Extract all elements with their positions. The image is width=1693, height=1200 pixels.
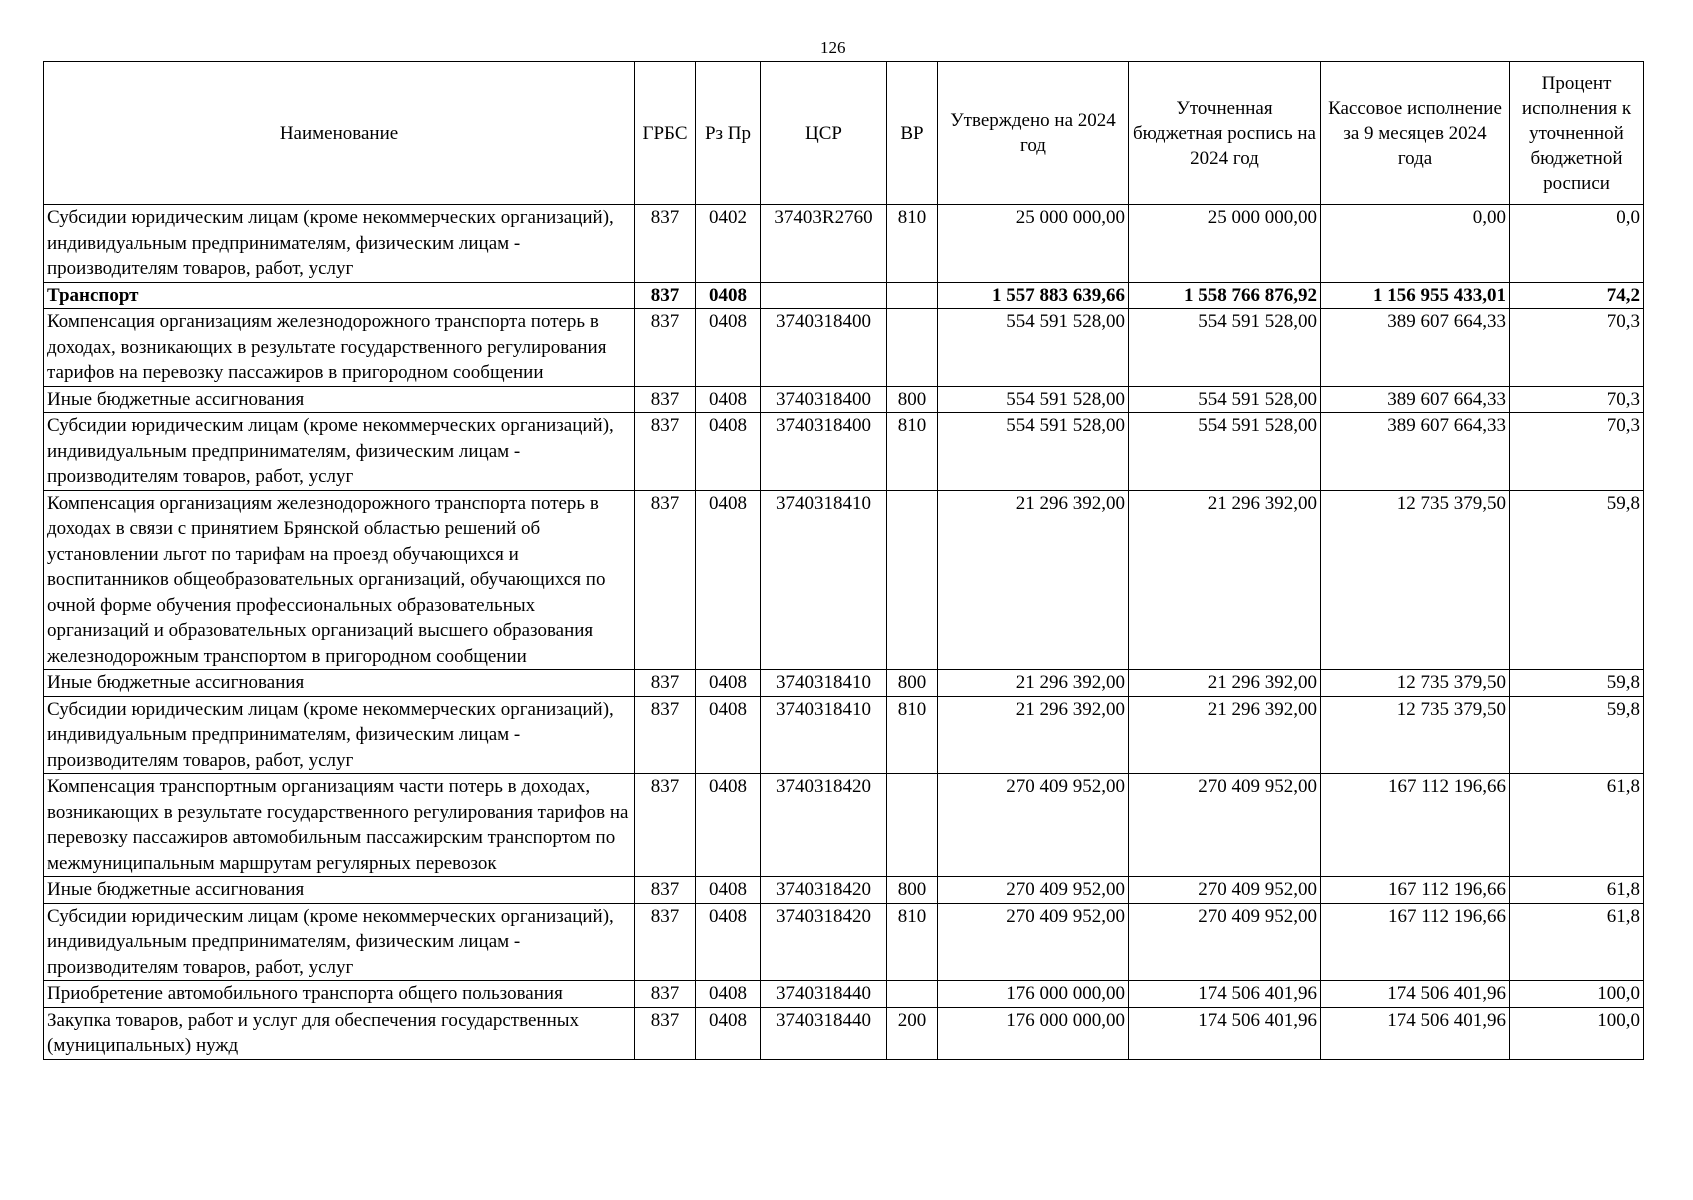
row-refined: 21 296 392,00: [1129, 490, 1321, 670]
row-refined: 21 296 392,00: [1129, 670, 1321, 697]
row-rzpr: 0408: [696, 670, 761, 697]
row-vr: [887, 309, 938, 387]
row-name: Иные бюджетные ассигнования: [44, 670, 635, 697]
row-name: Субсидии юридическим лицам (кроме некоммерческих организаций), индивидуальным предпринимателям, физическим лицам - производителям товаров, работ, услуг: [44, 696, 635, 774]
row-rzpr: 0408: [696, 877, 761, 904]
table-row: [44, 903, 1644, 981]
row-vr: [887, 774, 938, 877]
table-row-section: [44, 282, 1644, 309]
row-percent: 0,0: [1510, 205, 1644, 283]
row-rzpr: 0408: [696, 903, 761, 981]
row-percent: 61,8: [1510, 903, 1644, 981]
row-name: Субсидии юридическим лицам (кроме некоммерческих организаций), индивидуальным предпринимателям, физическим лицам - производителям товаров, работ, услуг: [44, 413, 635, 491]
row-approved: 21 296 392,00: [938, 490, 1129, 670]
row-approved: 1 557 883 639,66: [938, 282, 1129, 309]
row-name: Субсидии юридическим лицам (кроме некоммерческих организаций), индивидуальным предпринимателям, физическим лицам - производителям товаров, работ, услуг: [44, 205, 635, 283]
row-approved: 21 296 392,00: [938, 670, 1129, 697]
row-name: Компенсация транспортным организациям части потерь в доходах, возникающих в результате государственного регулирования тарифов на перевозку пассажиров автомобильным пассажирским транспортом по межмуниципальным маршрутам регулярных перевозок: [44, 774, 635, 877]
row-refined: 174 506 401,96: [1129, 981, 1321, 1008]
row-grbs: 837: [635, 386, 696, 413]
row-vr: 800: [887, 386, 938, 413]
row-name: Субсидии юридическим лицам (кроме некоммерческих организаций), индивидуальным предпринимателям, физическим лицам - производителям товаров, работ, услуг: [44, 903, 635, 981]
row-csr: 3740318410: [761, 670, 887, 697]
row-cash: 12 735 379,50: [1321, 696, 1510, 774]
row-vr: 810: [887, 903, 938, 981]
header-refined: Уточненная бюджетная роспись на 2024 год: [1129, 62, 1321, 205]
row-csr: 3740318420: [761, 903, 887, 981]
row-approved: 270 409 952,00: [938, 877, 1129, 904]
row-percent: 59,8: [1510, 490, 1644, 670]
row-percent: 59,8: [1510, 670, 1644, 697]
row-name: Иные бюджетные ассигнования: [44, 877, 635, 904]
row-grbs: 837: [635, 282, 696, 309]
row-csr: [761, 282, 887, 309]
table-header: [44, 62, 1644, 205]
row-approved: 554 591 528,00: [938, 309, 1129, 387]
table-row: [44, 413, 1644, 491]
header-grbs: ГРБС: [635, 62, 696, 205]
row-csr: 3740318440: [761, 1007, 887, 1059]
row-csr: 37403R2760: [761, 205, 887, 283]
table-row: [44, 774, 1644, 877]
row-percent: 100,0: [1510, 981, 1644, 1008]
row-approved: 25 000 000,00: [938, 205, 1129, 283]
row-vr: [887, 282, 938, 309]
row-rzpr: 0402: [696, 205, 761, 283]
row-approved: 21 296 392,00: [938, 696, 1129, 774]
row-grbs: 837: [635, 413, 696, 491]
row-rzpr: 0408: [696, 774, 761, 877]
row-grbs: 837: [635, 490, 696, 670]
row-percent: 70,3: [1510, 309, 1644, 387]
row-rzpr: 0408: [696, 490, 761, 670]
row-percent: 74,2: [1510, 282, 1644, 309]
row-vr: [887, 981, 938, 1008]
table-row: [44, 1007, 1644, 1059]
row-rzpr: 0408: [696, 386, 761, 413]
row-name: Приобретение автомобильного транспорта общего пользования: [44, 981, 635, 1008]
row-percent: 70,3: [1510, 413, 1644, 491]
row-grbs: 837: [635, 1007, 696, 1059]
row-grbs: 837: [635, 670, 696, 697]
header-csr: ЦСР: [761, 62, 887, 205]
header-cash: Кассовое исполнение за 9 месяцев 2024 года: [1321, 62, 1510, 205]
row-csr: 3740318420: [761, 877, 887, 904]
header-name: Наименование: [44, 62, 635, 205]
row-refined: 554 591 528,00: [1129, 309, 1321, 387]
table-row: [44, 670, 1644, 697]
row-vr: 810: [887, 413, 938, 491]
table-row: [44, 386, 1644, 413]
row-cash: 167 112 196,66: [1321, 877, 1510, 904]
row-refined: 1 558 766 876,92: [1129, 282, 1321, 309]
row-cash: 0,00: [1321, 205, 1510, 283]
header-rzpr: Рз Пр: [696, 62, 761, 205]
row-rzpr: 0408: [696, 696, 761, 774]
row-csr: 3740318420: [761, 774, 887, 877]
row-percent: 61,8: [1510, 774, 1644, 877]
header-vr: ВР: [887, 62, 938, 205]
row-cash: 12 735 379,50: [1321, 670, 1510, 697]
row-vr: 200: [887, 1007, 938, 1059]
table-row: [44, 205, 1644, 283]
row-cash: 389 607 664,33: [1321, 386, 1510, 413]
row-rzpr: 0408: [696, 309, 761, 387]
table-row: [44, 877, 1644, 904]
row-name: Компенсация организациям железнодорожного транспорта потерь в доходах в связи с принятием Брянской областью решений об установлении льгот по тарифам на проезд обучающихся и воспитанников общеобразовательных организаций, обучающихся по очной форме обучения профессиональных образовательных организаций и образовательных организаций высшего образования железнодорожным транспортом в пригородном сообщении: [44, 490, 635, 670]
row-grbs: 837: [635, 696, 696, 774]
row-vr: [887, 490, 938, 670]
row-cash: 389 607 664,33: [1321, 309, 1510, 387]
row-rzpr: 0408: [696, 1007, 761, 1059]
row-refined: 554 591 528,00: [1129, 413, 1321, 491]
row-cash: 389 607 664,33: [1321, 413, 1510, 491]
row-cash: 174 506 401,96: [1321, 981, 1510, 1008]
header-row: [44, 62, 1644, 205]
row-refined: 554 591 528,00: [1129, 386, 1321, 413]
row-csr: 3740318400: [761, 309, 887, 387]
table-row: [44, 490, 1644, 670]
row-refined: 25 000 000,00: [1129, 205, 1321, 283]
row-grbs: 837: [635, 903, 696, 981]
row-refined: 270 409 952,00: [1129, 877, 1321, 904]
table-row: [44, 696, 1644, 774]
row-approved: 176 000 000,00: [938, 1007, 1129, 1059]
row-vr: 810: [887, 696, 938, 774]
row-approved: 270 409 952,00: [938, 903, 1129, 981]
row-csr: 3740318440: [761, 981, 887, 1008]
header-approved: Утверждено на 2024 год: [938, 62, 1129, 205]
row-vr: 800: [887, 877, 938, 904]
row-cash: 1 156 955 433,01: [1321, 282, 1510, 309]
row-rzpr: 0408: [696, 413, 761, 491]
row-cash: 12 735 379,50: [1321, 490, 1510, 670]
row-grbs: 837: [635, 205, 696, 283]
row-rzpr: 0408: [696, 981, 761, 1008]
row-cash: 174 506 401,96: [1321, 1007, 1510, 1059]
row-grbs: 837: [635, 877, 696, 904]
page-number: 126: [820, 38, 846, 57]
row-percent: 100,0: [1510, 1007, 1644, 1059]
row-approved: 176 000 000,00: [938, 981, 1129, 1008]
row-name: Закупка товаров, работ и услуг для обеспечения государственных (муниципальных) нужд: [44, 1007, 635, 1059]
header-percent: Процент исполнения к уточненной бюджетной росписи: [1510, 62, 1644, 205]
row-name: Компенсация организациям железнодорожного транспорта потерь в доходах, возникающих в результате государственного регулирования тарифов на перевозку пассажиров в пригородном сообщении: [44, 309, 635, 387]
table-body: [44, 205, 1644, 1060]
row-vr: 810: [887, 205, 938, 283]
row-name: Иные бюджетные ассигнования: [44, 386, 635, 413]
row-approved: 270 409 952,00: [938, 774, 1129, 877]
row-grbs: 837: [635, 309, 696, 387]
row-cash: 167 112 196,66: [1321, 774, 1510, 877]
table-row: [44, 981, 1644, 1008]
row-approved: 554 591 528,00: [938, 386, 1129, 413]
row-grbs: 837: [635, 774, 696, 877]
row-csr: 3740318400: [761, 413, 887, 491]
row-csr: 3740318400: [761, 386, 887, 413]
row-csr: 3740318410: [761, 490, 887, 670]
row-refined: 270 409 952,00: [1129, 903, 1321, 981]
row-percent: 61,8: [1510, 877, 1644, 904]
budget-table: [43, 61, 1644, 1060]
row-refined: 174 506 401,96: [1129, 1007, 1321, 1059]
row-refined: 21 296 392,00: [1129, 696, 1321, 774]
row-grbs: 837: [635, 981, 696, 1008]
row-csr: 3740318410: [761, 696, 887, 774]
row-cash: 167 112 196,66: [1321, 903, 1510, 981]
row-approved: 554 591 528,00: [938, 413, 1129, 491]
row-rzpr: 0408: [696, 282, 761, 309]
row-refined: 270 409 952,00: [1129, 774, 1321, 877]
row-percent: 59,8: [1510, 696, 1644, 774]
row-percent: 70,3: [1510, 386, 1644, 413]
row-name: Транспорт: [44, 282, 635, 309]
table-row: [44, 309, 1644, 387]
row-vr: 800: [887, 670, 938, 697]
